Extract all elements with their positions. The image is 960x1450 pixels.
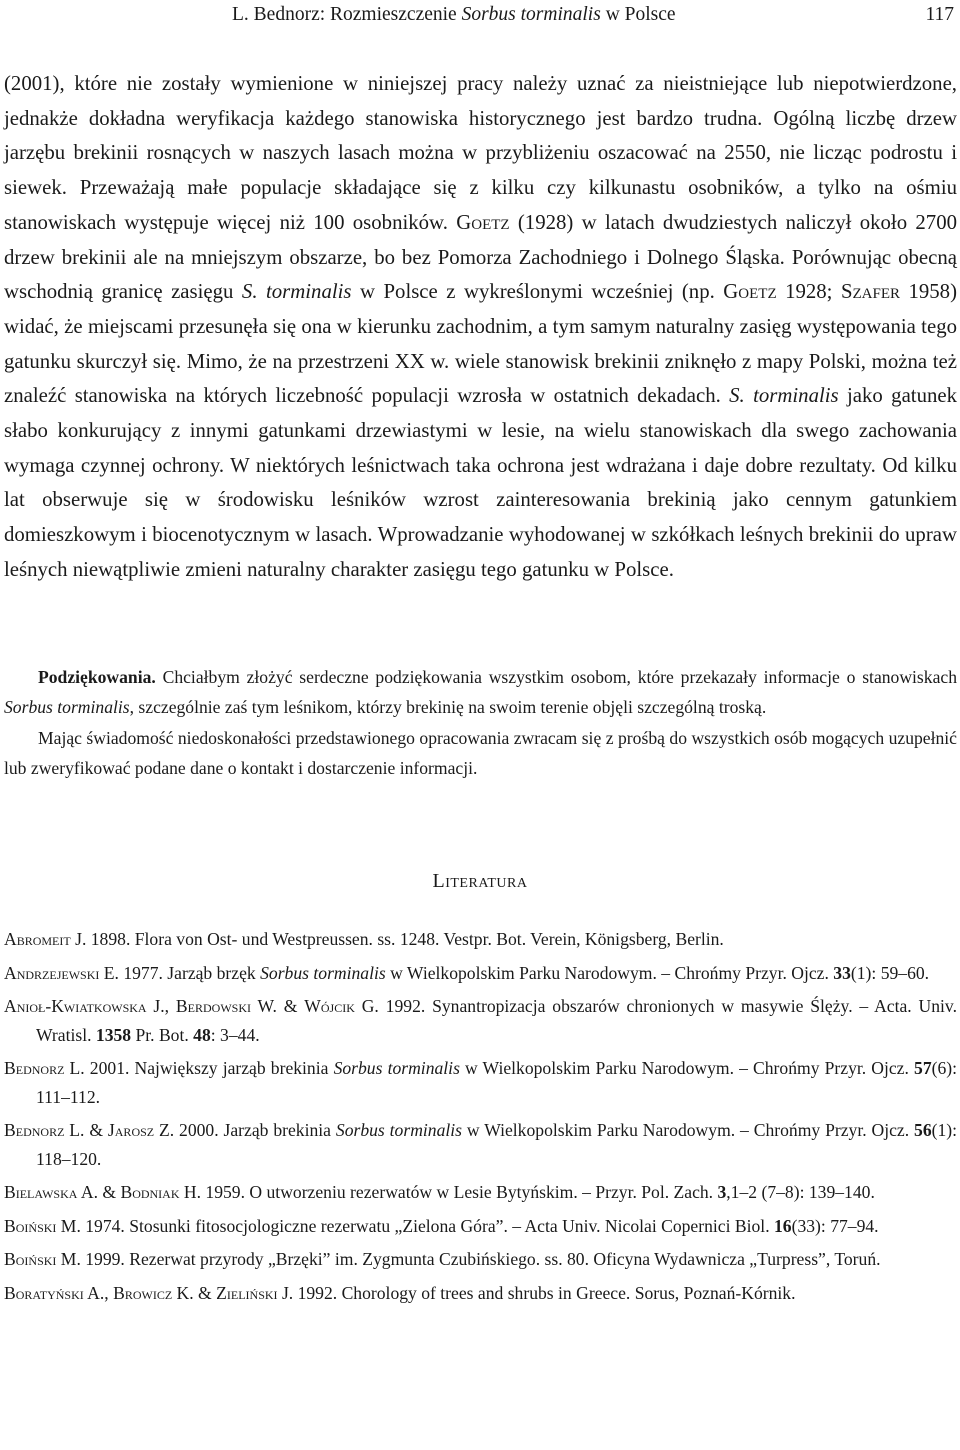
literature-heading: Literatura [432,870,528,892]
reference-item: Boiński M. 1974. Stosunki fitosocjologiczne rezerwatu „Zielona Góra”. – Acta Univ. Nicolai Copernici Biol. 16(33): 77–94. [4,1215,879,1236]
running-title: L. Bednorz: Rozmieszczenie Sorbus torminalis w Polsce [232,4,676,25]
reference-item: Abromeit J. 1898. Flora von Ost- und Westpreussen. ss. 1248. Vestpr. Bot. Verein, Königsberg, Berlin. [4,929,724,949]
reference-item: Bielawska A. & Bodniak H. 1959. O utworzeniu rezerwatów w Lesie Bytyńskim. – Przyr. Pol. Zach. 3,1–2 (7–8): 139–140. [4,1182,875,1202]
page-number: 117 [925,4,954,25]
running-header [232,3,954,27]
reference-item: Andrzejewski E. 1977. Jarząb brzęk Sorbus torminalis w Wielkopolskim Parku Narodowym. – Chrońmy Przyr. Ojcz. 33(1): 59–60. [4,962,930,983]
reference-item: Bednorz L. & Jarosz Z. 2000. Jarząb brekinia Sorbus torminalis w Wielkopolskim Parku Narodowym. – Chrońmy Przyr. Ojcz. 56(1): 118–120. [4,1120,958,1169]
body-paragraph: (2001), które nie zostały wymienione w niniejszej pracy należy uznać za nieistniejące lub niepotwierdzone, jednakże dokładna weryfikacja każdego stanowiska historycznego jest bardzo trudna. Ogólną liczbę drzew jarzębu brekinii rosnących w naszych lasach można w przybliżeniu oszacować na 2550, nie licząc podrostu i siewek. Przeważają małe populacje składające się z kilku czy kilkunastu osobników, a tylko na ośmiu stanowiskach występuje więcej niż 100 osobników. Goetz (1928) w latach dwudziestych naliczył około 2700 drzew brekinii ale na mniejszym obszarze, bo bez Pomorza Zachodniego i Dolnego Śląska. Porównując obecną wschodnią granicę zasięgu S. torminalis w Polsce z wykreślonymi wcześniej (np. Goetz 1928; Szafer 1958) widać, że miejscami przesunęła się ona w kierunku zachodnim, a tym samym naturalny zasięg występowania tego gatunku skurczył się. Mimo, że na przestrzeni XX w. wiele stanowisk brekinii zniknęło z mapy Polski, można też znaleźć stanowiska na których liczebność populacji wzrosła w ostatnich dekadach. S. torminalis jako gatunek słabo konkurujący z innymi gatunkami drzewiastymi w lesie, na wielu stanowiskach dla swego zachowania wymaga czynnej ochrony. W niektórych leśnictwach taka ochrona jest wdrażana i daje dobre rezultaty. Od kilku lat obserwuje się w środowisku leśników wzrost zainteresowania brekinią jako cennym gatunkiem domieszkowym i biocenotycznym w lasach. Wprowadzanie wyhodowanej w szkółkach leśnych brekinii do upraw leśnych niewątpliwie zmieni naturalny charakter zasięgu tego gatunku w Polsce. [4,72,958,581]
body-text [4,67,957,588]
ack-paragraph: Podziękowania. Chciałbym złożyć serdeczne podziękowania wszystkim osobom, które przekazały informacje o stanowiskach Sorbus torminalis, szczególnie zaś tym leśnikom, którzy brekinię na swoim terenie objęli szczególną troską. [4,667,957,718]
ack-paragraph: Mając świadomość niedoskonałości przedstawionego opracowania zwracam się z prośbą do wszystkich osób mogących uzupełnić lub zweryfikować podane dane o kontakt i dostarczenie informacji. [4,727,957,779]
reference-item: Bednorz L. 2001. Największy jarząb brekinia Sorbus torminalis w Wielkopolskim Parku Narodowym. – Chrońmy Przyr. Ojcz. 57(6): 111–112. [4,1058,958,1107]
acknowledgements [4,662,957,784]
reference-item: Anioł-Kwiatkowska J., Berdowski W. & Wójcik G. 1992. Synantropizacja obszarów chronionych w masywie Ślęży. – Acta. Univ. Wratisl. 1358 Pr. Bot. 48: 3–44. [4,996,957,1045]
reference-list [4,925,957,1312]
reference-item: Boratyński A., Browicz K. & Zieliński J. 1992. Chorology of trees and shrubs in Greece. Sorus, Poznań-Kórnik. [4,1282,796,1303]
reference-item: Boiński M. 1999. Rezerwat przyrody „Brzęki” im. Zygmunta Czubińskiego. ss. 80. Oficyna Wydawnicza „Turpress”, Toruń. [4,1249,881,1269]
ack-heading: Podziękowania. [38,667,156,687]
